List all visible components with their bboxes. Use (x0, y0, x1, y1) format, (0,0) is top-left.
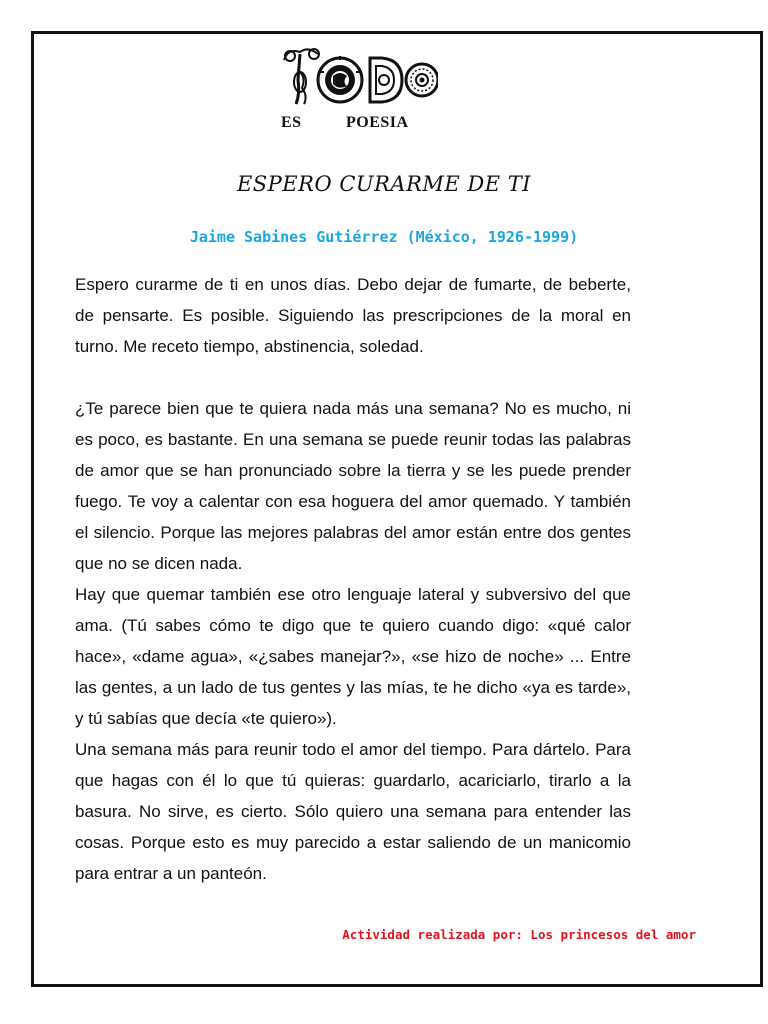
poem-paragraph-2: ¿Te parece bien que te quiera nada más una semana? No es mucho, ni es poco, es bastante. En una semana se puede reunir todas las palabras de amor que se han pronunciado sobre la tierra y se les puede prender fuego. Te voy a calentar con esa hoguera del amor quemado. Y también el silencio. Porque las mejores palabras del amor están entre dos gentes que no se dicen nada. (75, 399, 631, 573)
logo-letter-o2 (406, 64, 438, 96)
poem-paragraph-1: Espero curarme de ti en unos días. Debo dejar de fumarte, de beberte, de pensarte. Es posible. Siguiendo las prescripciones de la moral en turno. Me receto tiempo, abstinencia, soledad. (75, 275, 631, 356)
logo-word-es: ES (281, 114, 302, 131)
logo-letter-d (370, 58, 402, 102)
activity-credit: Actividad realizada por: Los princesos del amor (342, 927, 696, 942)
poem-author: Jaime Sabines Gutiérrez (México, 1926-1999) (189, 228, 579, 246)
logo-letter-t (284, 49, 319, 104)
poem-paragraph-4: Una semana más para reunir todo el amor del tiempo. Para dártelo. Para que hagas con él lo que tú quieras: guardarlo, acariciarlo, tirarlo a la basura. No sirve, es cierto. Sólo quiero una semana para entender las cosas. Porque esto es muy parecido a estar saliendo de un manicomio para entrar a un panteón. (75, 740, 631, 883)
logo-letter-o1 (318, 56, 362, 102)
logo-word-poesia: POESIA (346, 114, 409, 131)
poem-paragraph-3: Hay que quemar también ese otro lenguaje lateral y subversivo del que ama. (Tú sabes cómo te digo que te quiero cuando digo: «qué calor hace», «dame agua», «¿sabes manejar?», «se hizo de noche» ... Entre las gentes, a un lado de tus gentes y las mías, te he dicho «ya es tarde», y tú sabías que decía «te quiero»). (75, 585, 631, 728)
poem-title: ESPERO CURARME DE TI (236, 172, 532, 196)
